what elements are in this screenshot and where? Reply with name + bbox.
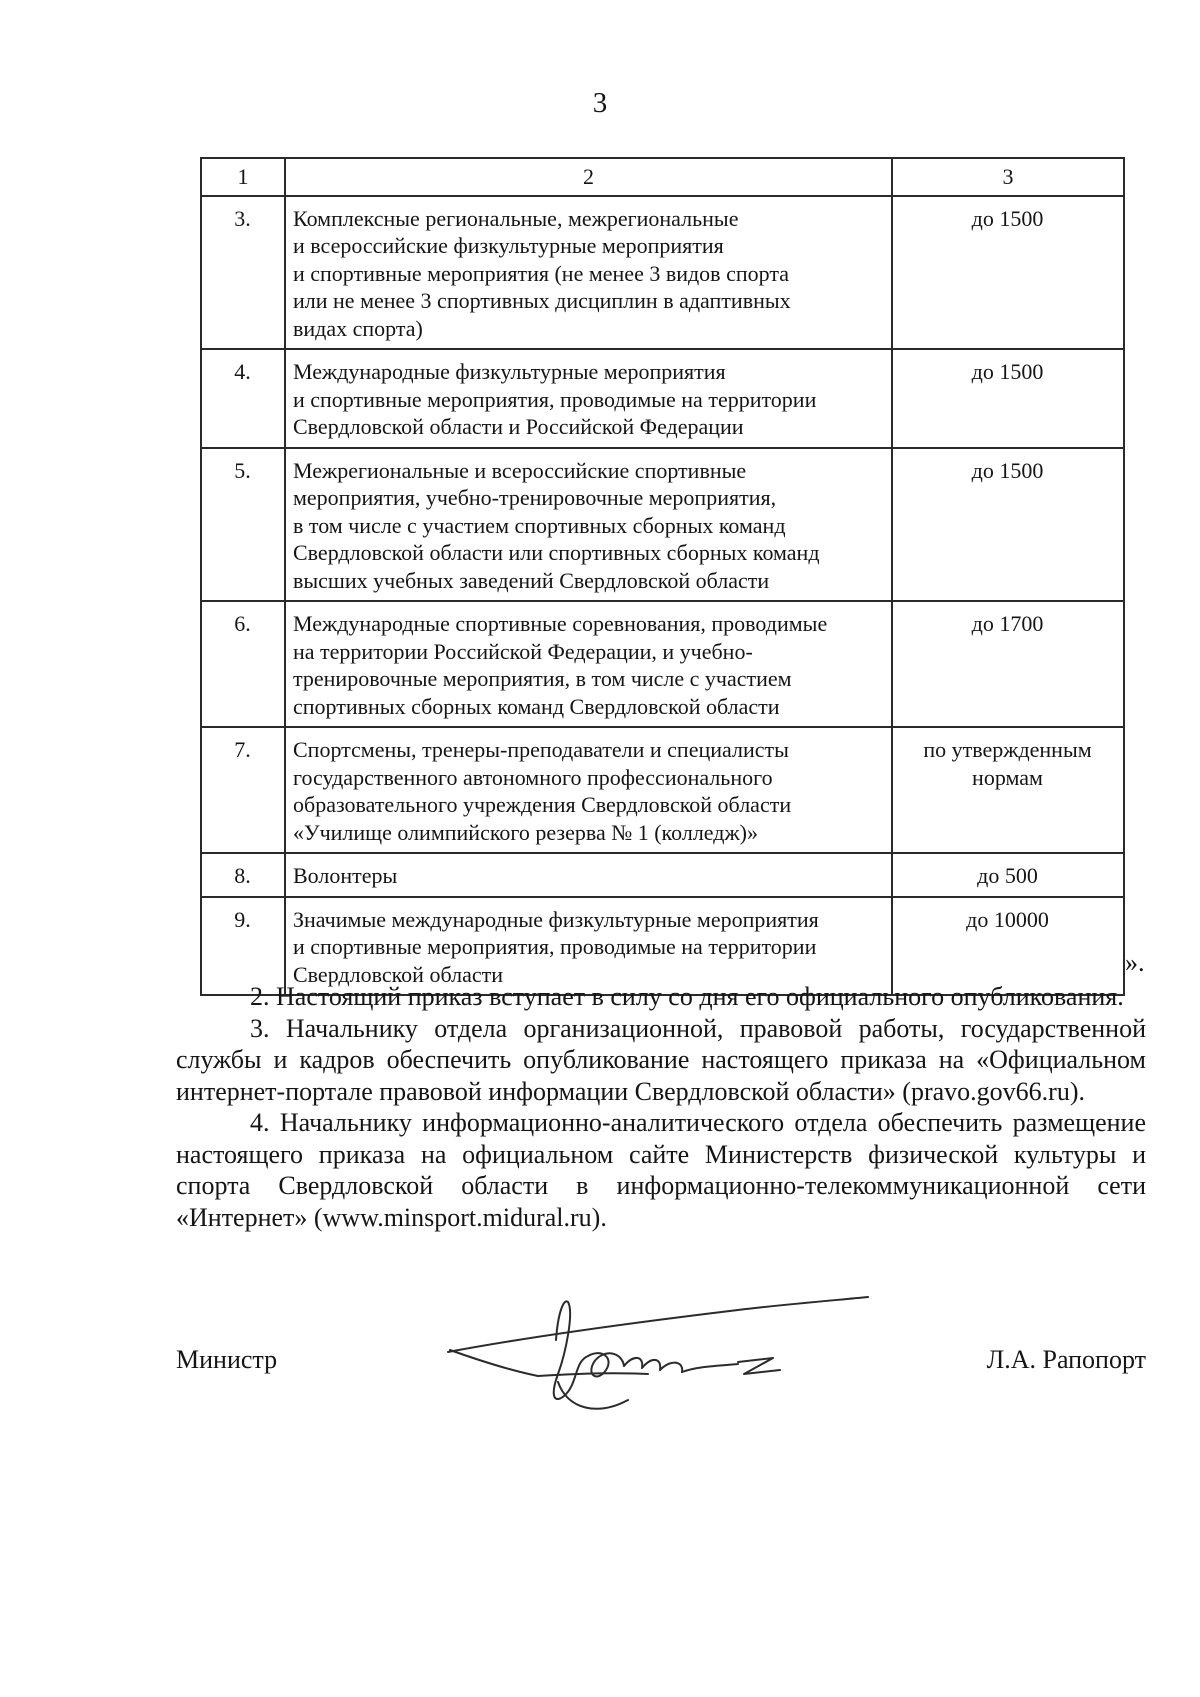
- row-description: Комплексные региональные, межрегиональные и всероссийские физкультурные мероприятия и спортивные мероприятия (не менее 3 видов спорта или не менее 3 спортивных дисциплин в адаптивных видах спорта): [285, 196, 892, 350]
- row-description: Международные физкультурные мероприятия и спортивные мероприятия, проводимые на территории Свердловской области и Российской Федерации: [285, 349, 892, 448]
- row-description: Значимые международные физкультурные мероприятия и спортивные мероприятия, проводимые на территории Свердловской области: [285, 897, 892, 996]
- table-row: [201, 448, 1124, 602]
- table-row: [201, 196, 1124, 350]
- row-amount: по утвержденным нормам: [892, 727, 1124, 853]
- header-cell-1: 1: [201, 158, 285, 196]
- handwritten-signature: [438, 1292, 908, 1422]
- row-amount: до 10000: [892, 897, 1124, 996]
- row-amount: до 1700: [892, 601, 1124, 727]
- page-number: 3: [592, 87, 608, 119]
- paragraph-effective-date: 2. Настоящий приказ вступает в силу со дня его официального опубликования.: [250, 982, 1124, 1011]
- row-number: 3.: [201, 196, 285, 350]
- row-amount: до 1500: [892, 448, 1124, 602]
- row-number: 7.: [201, 727, 285, 853]
- row-description: Спортсмены, тренеры-преподаватели и специалисты государственного автономного профессионального образовательного учреждения Свердловской области «Училище олимпийского резерва № 1 (колледж)»: [285, 727, 892, 853]
- norms-table: [200, 157, 1125, 996]
- header-cell-2: 2: [285, 158, 892, 196]
- table-row: [201, 853, 1124, 897]
- table-body: [201, 158, 1124, 995]
- row-number: 5.: [201, 448, 285, 602]
- table-row: [201, 601, 1124, 727]
- row-amount: до 1500: [892, 349, 1124, 448]
- row-number: 8.: [201, 853, 285, 897]
- order-paragraphs: [176, 981, 1146, 1233]
- row-amount: до 1500: [892, 196, 1124, 350]
- table-header-row: [201, 158, 1124, 196]
- paragraph-publication: 3. Начальнику отдела организационной, правовой работы, государственной службы и кадров обеспечить опубликование настоящего приказа на «Официальном интернет-портале правовой информации Свердловской области» (pravo.gov66.ru).: [176, 1013, 1146, 1106]
- row-number: 4.: [201, 349, 285, 448]
- row-number: 6.: [201, 601, 285, 727]
- table-row: [201, 727, 1124, 853]
- row-description: Международные спортивные соревнования, проводимые на территории Российской Федерации, и учебно- тренировочные мероприятия, в том числе с участием спортивных сборных команд Свердловской области: [285, 601, 892, 727]
- row-description: Волонтеры: [285, 853, 892, 897]
- table-row: [201, 349, 1124, 448]
- closing-quote: ».: [1125, 948, 1145, 977]
- paragraph-website: 4. Начальнику информационно-аналитического отдела обеспечить размещение настоящего приказа на официальном сайте Министерств физической культуры и спорта Свердловской области в информационно-телекоммуникационной сети «Интернет» (www.minsport.midural.ru).: [176, 1108, 1146, 1232]
- row-number: 9.: [201, 897, 285, 996]
- signatory-title: Министр: [176, 1345, 278, 1374]
- signature-block: [176, 1312, 1146, 1462]
- signatory-name: Л.А. Рапопорт: [986, 1345, 1146, 1374]
- row-description: Межрегиональные и всероссийские спортивные мероприятия, учебно-тренировочные мероприятия, в том числе с участием спортивных сборных команд Свердловской области или спортивных сборных команд высших учебных заведений Свердловской области: [285, 448, 892, 602]
- header-cell-3: 3: [892, 158, 1124, 196]
- row-amount: до 500: [892, 853, 1124, 897]
